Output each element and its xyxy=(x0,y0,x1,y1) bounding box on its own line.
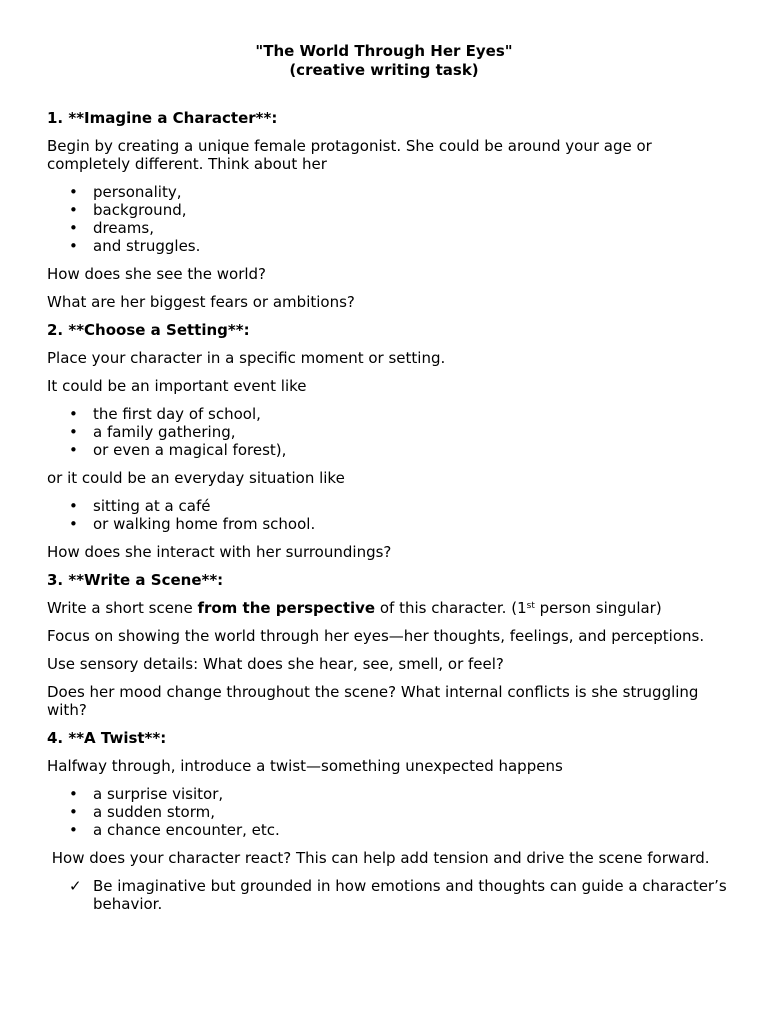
section-2-question: How does she interact with her surroundings? xyxy=(47,543,392,561)
bullet-icon: • xyxy=(69,785,78,803)
section-3-paragraph-2: Focus on showing the world through her eyes—her thoughts, feelings, and perceptions. xyxy=(47,627,705,645)
list-item: • or walking home from school. xyxy=(69,515,316,533)
section-2-heading: 2. **Choose a Setting**: xyxy=(47,321,250,339)
list-item: • the first day of school, xyxy=(69,405,261,423)
bullet-icon: • xyxy=(69,497,78,515)
section-2-paragraph-3: or it could be an everyday situation like xyxy=(47,469,345,487)
section-1-question-2: What are her biggest fears or ambitions? xyxy=(47,293,355,311)
document-title xyxy=(47,42,721,80)
list-item: • personality, xyxy=(69,183,182,201)
section-3-paragraph-1: Write a short scene from the perspective of this character. (1st person singular) xyxy=(47,599,662,617)
bullet-icon: • xyxy=(69,405,78,423)
bullet-icon: • xyxy=(69,219,78,237)
list-item: • a chance encounter, etc. xyxy=(69,821,280,839)
check-icon: ✓ xyxy=(69,877,82,895)
document-page xyxy=(47,0,727,913)
section-4-bullets xyxy=(47,785,727,839)
section-2-bullets-1 xyxy=(47,405,727,459)
section-1-intro: Begin by creating a unique female protagonist. She could be around your age or completely different. Think about her xyxy=(47,137,652,173)
section-4-checklist xyxy=(47,877,727,913)
list-item: • a sudden storm, xyxy=(69,803,215,821)
section-2-paragraph-2: It could be an important event like xyxy=(47,377,307,395)
checklist-item: ✓ Be imaginative but grounded in how emotions and thoughts can guide a character’s behavior. xyxy=(69,877,727,913)
bullet-icon: • xyxy=(69,201,78,219)
section-2-paragraph-1: Place your character in a specific moment or setting. xyxy=(47,349,446,367)
title-line-2: (creative writing task) xyxy=(289,61,479,79)
section-1-bullets xyxy=(47,183,727,255)
section-4-heading: 4. **A Twist**: xyxy=(47,729,167,747)
bullet-icon: • xyxy=(69,515,78,533)
section-4-paragraph-2: How does your character react? This can help add tension and drive the scene forward. xyxy=(47,849,710,867)
section-3-paragraph-4: Does her mood change throughout the scene? What internal conflicts is she struggling with? xyxy=(47,683,699,719)
section-1-heading: 1. **Imagine a Character**: xyxy=(47,109,278,127)
bullet-icon: • xyxy=(69,821,78,839)
section-2-bullets-2 xyxy=(47,497,727,533)
list-item: • background, xyxy=(69,201,187,219)
list-item: • dreams, xyxy=(69,219,154,237)
bullet-icon: • xyxy=(69,237,78,255)
section-4-paragraph-1: Halfway through, introduce a twist—something unexpected happens xyxy=(47,757,563,775)
bullet-icon: • xyxy=(69,803,78,821)
bullet-icon: • xyxy=(69,183,78,201)
list-item: • or even a magical forest), xyxy=(69,441,287,459)
bullet-icon: • xyxy=(69,423,78,441)
list-item: • sitting at a café xyxy=(69,497,211,515)
section-1-question-1: How does she see the world? xyxy=(47,265,267,283)
list-item: • a surprise visitor, xyxy=(69,785,224,803)
section-3-paragraph-3: Use sensory details: What does she hear, see, smell, or feel? xyxy=(47,655,504,673)
title-line-1: "The World Through Her Eyes" xyxy=(255,42,513,60)
bullet-icon: • xyxy=(69,441,78,459)
section-3-heading: 3. **Write a Scene**: xyxy=(47,571,224,589)
list-item: • a family gathering, xyxy=(69,423,236,441)
list-item: • and struggles. xyxy=(69,237,201,255)
perspective-emphasis: from the perspective xyxy=(197,599,376,617)
